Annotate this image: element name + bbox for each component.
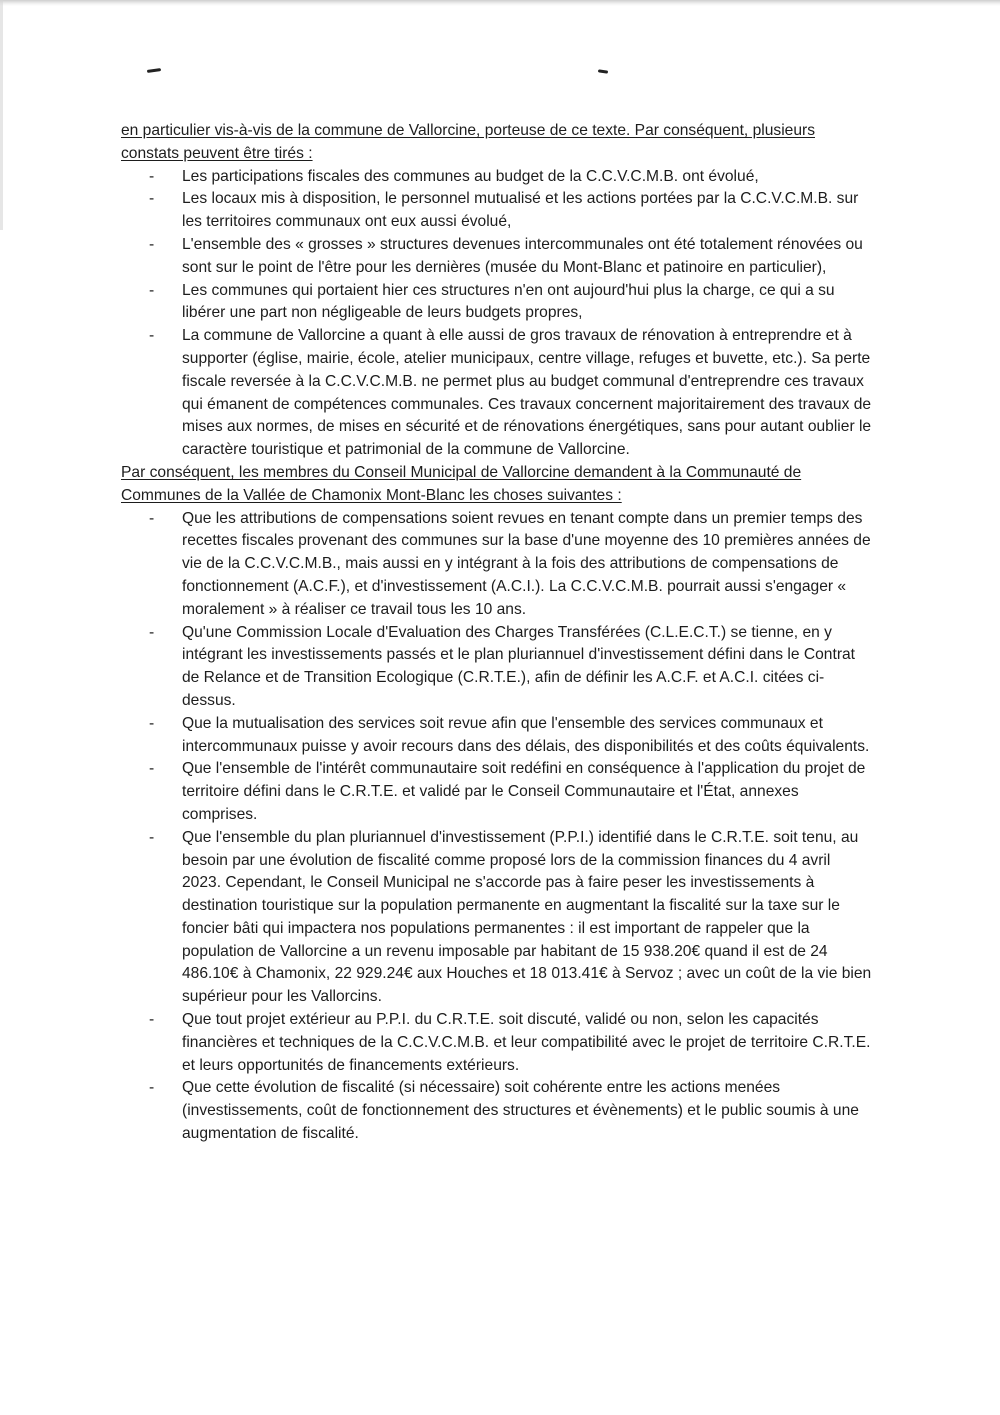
section1-list [121,166,873,462]
list-item: - Les communes qui portaient hier ces structures n'en ont aujourd'hui plus la charge, ce qui a su libérer une part non négligeable de leurs budgets propres, [149,281,835,322]
section2-list [121,508,873,1146]
section1-intro: en particulier vis-à-vis de la commune de Vallorcine, porteuse de ce texte. Par conséquent, plusieurs constats peuvent être tirés : [121,122,815,162]
list-item: - Que les attributions de compensations soient revues en tenant compte dans un premier temps des recettes fiscales provenant des communes sur la base d'une moyenne des 10 premières années de vie de la C.C.V.C.M.B., mais aussi en y intégrant à la fois des attributions de compensations de fonctionnement (A.C.F.), et d'investissement (A.C.I.). La C.C.V.C.M.B. pourrait aussi s'engager « moralement » à réaliser ce travail tous les 10 ans. [149,509,871,618]
list-item: - Qu'une Commission Locale d'Evaluation des Charges Transférées (C.L.E.C.T.) se tienne, en y intégrant les investissements passés et le plan pluriannuel d'investissement défini dans le Contrat de Relance et de Transition Ecologique (C.R.T.E.), afin de définir les A.C.F. et A.C.I. citées ci-dessus. [149,623,856,709]
list-item: - Les participations fiscales des communes au budget de la C.C.V.C.M.B. ont évolué, [149,167,759,185]
scan-mark-center [598,69,608,73]
list-item: - La commune de Vallorcine a quant à elle aussi de gros travaux de rénovation à entreprendre et à supporter (église, mairie, école, atelier municipaux, centre village, refuges et buvette, etc.). Sa perte fiscale reversée à la C.C.V.C.M.B. ne permet plus au budget communal d'entreprendre ces travaux qui émanent de compétences communales. Ces travaux concernent majoritairement des travaux de mises aux normes, de mises en sécurité et de rénovations énergétiques, sans pour autant oublier le caractère touristique et patrimonial de la commune de Vallorcine. [149,327,872,459]
scan-left-edge [0,0,3,230]
list-item: - Que tout projet extérieur au P.P.I. du C.R.T.E. soit discuté, validé ou non, selon les capacités financières et techniques de la C.C.V.C.M.B. et leur compatibilité avec le projet de territoire C.R.T.E. et leurs opportunités de financements extérieurs. [149,1011,871,1074]
list-item: - Que l'ensemble du plan pluriannuel d'investissement (P.P.I.) identifié dans le C.R.T.E. soit tenu, au besoin par une évolution de fiscalité comme proposé lors de la commission finances du 4 avril 2023. Cependant, le Conseil Municipal ne s'accorde pas à faire peser les investissements à destination touristique sur la population permanente en augmentant la fiscalité sur la taxe sur le foncier bâti qui impactera nos populations permanentes : il est important de rappeler que la population de Vallorcine a un revenu imposable par habitant de 15 938.20€ quand il est de 24 486.10€ à Chamonix, 22 929.24€ aux Houches et 18 013.41€ à Servoz ; avec un coût de la vie bien supérieur pour les Vallorcins. [149,828,872,1006]
list-item: - L'ensemble des « grosses » structures devenues intercommunales ont été totalement rénovées ou sont sur le point de l'être pour les dernières (musée du Mont-Blanc et patinoire en particulier), [149,235,863,276]
list-item: - Que la mutualisation des services soit revue afin que l'ensemble des services communaux et intercommunaux puisse y avoir recours dans des délais, des disponibilités et des coûts équivalents. [149,714,870,755]
list-item: - Que cette évolution de fiscalité (si nécessaire) soit cohérente entre les actions menées (investissements, coût de fonctionnement des structures et évènements) et le public soumis à une augmentation de fiscalité. [149,1079,859,1143]
scan-mark-left [147,68,161,73]
section2-intro: Par conséquent, les membres du Conseil Municipal de Vallorcine demandent à la Communauté de Communes de la Vallée de Chamonix Mont-Blanc les choses suivantes : [121,463,802,504]
list-item: - Les locaux mis à disposition, le personnel mutualisé et les actions portées par la C.C.V.C.M.B. sur les territoires communaux ont eux aussi évolué, [149,190,859,231]
document-body [121,120,873,1146]
list-item: - Que l'ensemble de l'intérêt communautaire soit redéfini en conséquence à l'application du projet de territoire défini dans le C.R.T.E. et validé par le Conseil Communautaire et l'État, annexes comprises. [149,760,866,823]
scan-top-edge [0,0,1000,6]
